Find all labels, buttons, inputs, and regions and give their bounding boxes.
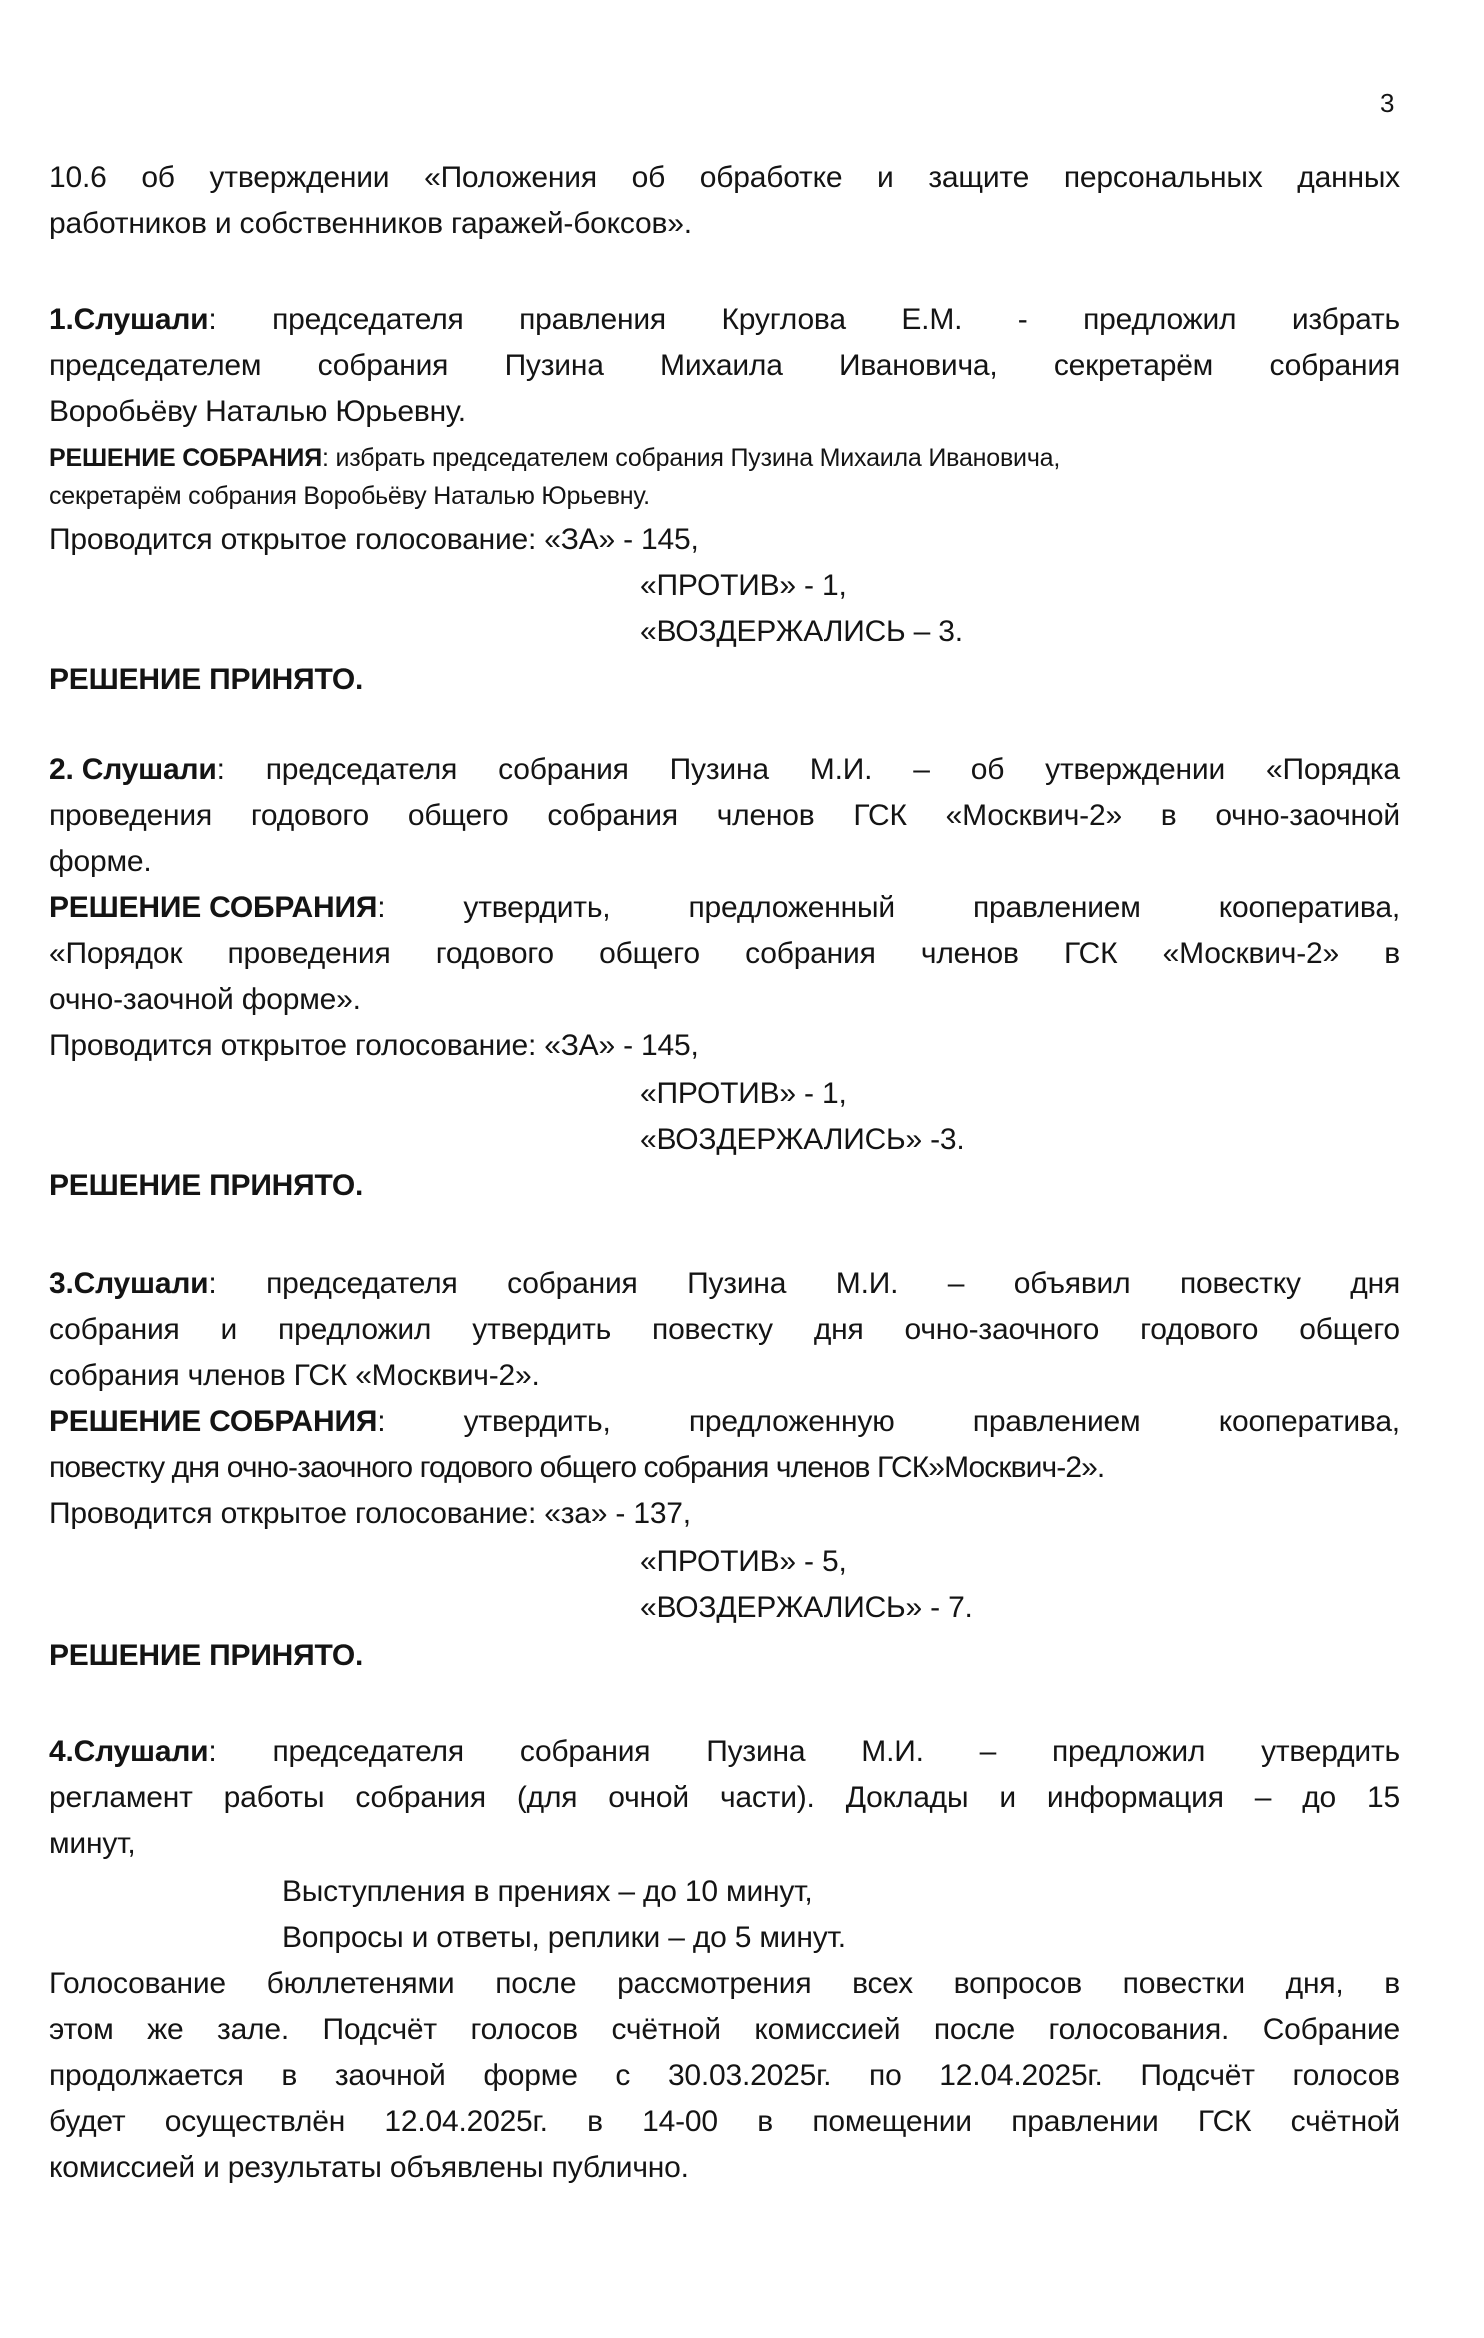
word: счётной — [611, 2013, 721, 2046]
word: кооператива, — [1218, 891, 1400, 924]
word: собрания — [507, 1267, 638, 1300]
item4-paragraph-line — [49, 2058, 1400, 2094]
word: – — [1254, 1781, 1272, 1814]
label-bold: 4.Слушали — [49, 1735, 209, 1768]
word: собрания — [1269, 349, 1400, 382]
word: Подсчёт — [322, 2013, 437, 2046]
word: повестку — [652, 1313, 773, 1346]
word: Пузина — [687, 1267, 787, 1300]
word: кооператива, — [1218, 1405, 1400, 1438]
word: – — [913, 753, 930, 786]
word: собрания — [317, 349, 449, 382]
item1-vote-for: Проводится открытое голосование: «ЗА» - 145, — [49, 523, 699, 556]
word: правлением — [973, 891, 1141, 924]
item2-decision-line — [49, 890, 1400, 926]
item1-decision-line — [49, 440, 1400, 476]
word: Пузина — [504, 349, 604, 382]
word: продолжается — [49, 2059, 244, 2092]
word: собрания — [355, 1781, 486, 1814]
word: Круглова — [721, 303, 846, 336]
word: – — [947, 1267, 965, 1300]
word: после — [495, 1967, 577, 2000]
item4-heard-line — [49, 1734, 1400, 1770]
item3-result: РЕШЕНИЕ ПРИНЯТО. — [49, 1639, 364, 1672]
word: утвердить, — [463, 891, 611, 924]
item1-vote-against: «ПРОТИВ» - 1, — [640, 569, 847, 602]
word: Собрание — [1262, 2013, 1400, 2046]
page-number: 3 — [1380, 88, 1395, 118]
word: об — [970, 753, 1005, 786]
word: председателя — [265, 753, 458, 786]
item4-heard-line — [49, 1780, 1400, 1816]
word: голосов — [470, 2013, 578, 2046]
word: собрания — [547, 799, 678, 832]
section-label: 1.Слушали: — [49, 303, 217, 336]
word: после — [933, 2013, 1015, 2046]
word: в — [1160, 799, 1177, 832]
word: Голосование — [49, 1967, 226, 2000]
word: «Положения — [424, 161, 597, 194]
word: ГСК — [1063, 937, 1118, 970]
word: общего — [599, 937, 700, 970]
item1-vote-abstain: «ВОЗДЕРЖАЛИСЬ – 3. — [640, 615, 963, 648]
word: об — [631, 161, 666, 194]
word: годового — [250, 799, 369, 832]
label-bold: РЕШЕНИЕ СОБРАНИЯ — [49, 1405, 378, 1438]
word: и — [220, 1313, 238, 1346]
decision-label: РЕШЕНИЕ СОБРАНИЯ — [49, 444, 322, 472]
item2-heard-line — [49, 798, 1400, 834]
word: 12.04.2025г. — [384, 2105, 548, 2138]
word: - — [1017, 303, 1028, 336]
word: председателя — [266, 1267, 458, 1300]
item4-paragraph-line: комиссией и результаты объявлены публично. — [49, 2151, 689, 2184]
word: информация — [1046, 1781, 1224, 1814]
word: рассмотрения — [617, 1967, 812, 2000]
word: проведения — [227, 937, 391, 970]
word: предложил — [278, 1313, 432, 1346]
word: председателя — [272, 303, 464, 336]
item4-heard-line: минут, — [49, 1827, 136, 1860]
word: Пузина — [706, 1735, 806, 1768]
word: и — [877, 161, 894, 194]
word: до — [1302, 1781, 1337, 1814]
intro-line: работников и собственников гаражей-боксов». — [49, 207, 692, 240]
word: бюллетенями — [266, 1967, 455, 2000]
word: утверждении — [209, 161, 390, 194]
word: Михаила — [660, 349, 783, 382]
word: Е.М. — [901, 303, 963, 336]
label-bold: 2. Слушали — [49, 753, 217, 786]
word: 15 — [1367, 1781, 1400, 1814]
word: осуществлён — [164, 2105, 346, 2138]
word: Подсчёт — [1140, 2059, 1255, 2092]
word: утвердить, — [463, 1405, 611, 1438]
item2-heard-line — [49, 752, 1400, 788]
item1-heard-line — [49, 302, 1400, 338]
word: вопросов — [953, 1967, 1082, 2000]
word: в — [281, 2059, 298, 2092]
word: членов — [716, 799, 815, 832]
word: в — [1384, 1967, 1400, 2000]
word: общего — [1299, 1313, 1400, 1346]
item3-heard-line — [49, 1266, 1400, 1302]
word: собрания — [49, 1313, 180, 1346]
word: данных — [1297, 161, 1400, 194]
item1-decision-line: секретарём собрания Воробьёву Наталью Юрьевну. — [49, 482, 650, 510]
word: председателя — [272, 1735, 464, 1768]
word: 30.03.2025г. — [667, 2059, 832, 2092]
word: годового — [435, 937, 554, 970]
word: собрания — [498, 753, 629, 786]
word: годового — [1140, 1313, 1259, 1346]
word: членов — [920, 937, 1019, 970]
item3-vote-abstain: «ВОЗДЕРЖАЛИСЬ» - 7. — [640, 1591, 973, 1624]
word: персональных — [1063, 161, 1263, 194]
item4-rule-line: Вопросы и ответы, реплики – до 5 минут. — [282, 1921, 846, 1954]
intro-line — [49, 160, 1400, 196]
word: в — [1384, 937, 1400, 970]
word: части). — [719, 1781, 815, 1814]
word: «Москвич-2» — [1162, 937, 1339, 970]
word: очной — [608, 1781, 689, 1814]
word: «Порядок — [49, 937, 183, 970]
word: об — [141, 161, 175, 194]
word: секретарём — [1053, 349, 1214, 382]
item4-paragraph-line — [49, 2104, 1400, 2140]
word: в — [587, 2105, 603, 2138]
item2-result: РЕШЕНИЕ ПРИНЯТО. — [49, 1169, 364, 1202]
item3-vote-for: Проводится открытое голосование: «за» - 137, — [49, 1497, 691, 1530]
word: «Порядка — [1266, 753, 1400, 786]
word: дня — [813, 1313, 864, 1346]
word: правления — [519, 303, 666, 336]
word: проведения — [49, 799, 213, 832]
item2-vote-abstain: «ВОЗДЕРЖАЛИСЬ» -3. — [640, 1123, 965, 1156]
label-bold: 3.Слушали — [49, 1267, 209, 1300]
item3-decision-line: повестку дня очно-заочного годового общего собрания членов ГСК»Москвич-2». — [49, 1451, 1105, 1484]
word: помещении — [812, 2105, 972, 2138]
word: защите — [928, 161, 1030, 194]
word: предложил — [1083, 303, 1237, 336]
item2-vote-for: Проводится открытое голосование: «ЗА» - 145, — [49, 1029, 699, 1062]
word: председателем — [49, 349, 262, 382]
word: комиссией — [754, 2013, 901, 2046]
word: правлении — [1011, 2105, 1159, 2138]
word: дня, — [1285, 1967, 1344, 2000]
word: Пузина — [669, 753, 769, 786]
word: объявил — [1013, 1267, 1131, 1300]
word: счётной — [1290, 2105, 1400, 2138]
word: М.И. — [861, 1735, 924, 1768]
item2-decision-line — [49, 936, 1400, 972]
item4-paragraph-line — [49, 1966, 1400, 2002]
word: Доклады — [845, 1781, 969, 1814]
word: правлением — [972, 1405, 1141, 1438]
item2-vote-against: «ПРОТИВ» - 1, — [640, 1077, 847, 1110]
item3-heard-line — [49, 1312, 1400, 1348]
item3-vote-against: «ПРОТИВ» - 5, — [640, 1545, 847, 1578]
word: ГСК — [853, 799, 907, 832]
word: «Москвич-2» — [945, 799, 1122, 832]
word: этом — [49, 2013, 114, 2046]
word: общего — [407, 799, 509, 832]
word: ГСК — [1197, 2105, 1252, 2138]
word: заочной — [334, 2059, 446, 2092]
word: повестки — [1122, 1967, 1245, 2000]
word: М.И. — [809, 753, 873, 786]
label-bold: РЕШЕНИЕ СОБРАНИЯ — [49, 891, 378, 924]
word: в — [757, 2105, 773, 2138]
item4-rule-line: Выступления в прениях – до 10 минут, — [282, 1875, 813, 1908]
word: с — [615, 2059, 631, 2092]
item3-decision-line — [49, 1404, 1400, 1440]
item1-heard-line: Воробьёву Наталью Юрьевну. — [49, 395, 466, 428]
word: М.И. — [835, 1267, 899, 1300]
word: будет — [49, 2105, 126, 2138]
item3-heard-line: собрания членов ГСК «Москвич-2». — [49, 1359, 540, 1392]
word: дня — [1350, 1267, 1400, 1300]
word: 14-00 — [642, 2105, 718, 2138]
word: собрания — [519, 1735, 651, 1768]
word: регламент — [49, 1781, 193, 1814]
word: избрать — [1291, 303, 1400, 336]
word: работы — [223, 1781, 325, 1814]
word: же — [147, 2013, 184, 2046]
word: утвердить — [1261, 1735, 1400, 1768]
word: – — [979, 1735, 997, 1768]
word: обработке — [699, 161, 843, 194]
section-label: РЕШЕНИЕ СОБРАНИЯ: — [49, 1405, 386, 1438]
word: форме — [483, 2059, 578, 2092]
word: предложенный — [688, 891, 895, 924]
item2-heard-line: форме. — [49, 845, 152, 878]
word: 12.04.2025г. — [939, 2059, 1103, 2092]
section-label: 2. Слушали: — [49, 753, 225, 786]
word: и — [999, 1781, 1016, 1814]
word: голосования. — [1048, 2013, 1230, 2046]
word: утверждении — [1045, 753, 1226, 786]
section-label: 4.Слушали: — [49, 1735, 217, 1768]
word: всех — [852, 1967, 913, 2000]
word: предложил — [1052, 1735, 1206, 1768]
word: очно-заочной — [1215, 799, 1400, 832]
word: повестку — [1179, 1267, 1301, 1300]
item1-heard-line — [49, 348, 1400, 384]
word: по — [869, 2059, 902, 2092]
section-label: 3.Слушали: — [49, 1267, 217, 1300]
word: Ивановича, — [839, 349, 998, 382]
word: очно-заочного — [904, 1313, 1100, 1346]
word: утвердить — [472, 1313, 612, 1346]
word: (для — [516, 1781, 578, 1814]
section-label: РЕШЕНИЕ СОБРАНИЯ: — [49, 891, 386, 924]
word: зале. — [217, 2013, 289, 2046]
decision-text: : избрать председателем собрания Пузина Михаила Ивановича, — [321, 444, 1061, 472]
word: 10.6 — [49, 161, 107, 194]
item2-decision-line: очно-заочной форме». — [49, 983, 361, 1016]
word: собрания — [745, 937, 876, 970]
label-bold: 1.Слушали — [49, 303, 209, 336]
word: голосов — [1292, 2059, 1400, 2092]
item1-result: РЕШЕНИЕ ПРИНЯТО. — [49, 663, 364, 696]
item4-paragraph-line — [49, 2012, 1400, 2048]
word: предложенную — [688, 1405, 895, 1438]
